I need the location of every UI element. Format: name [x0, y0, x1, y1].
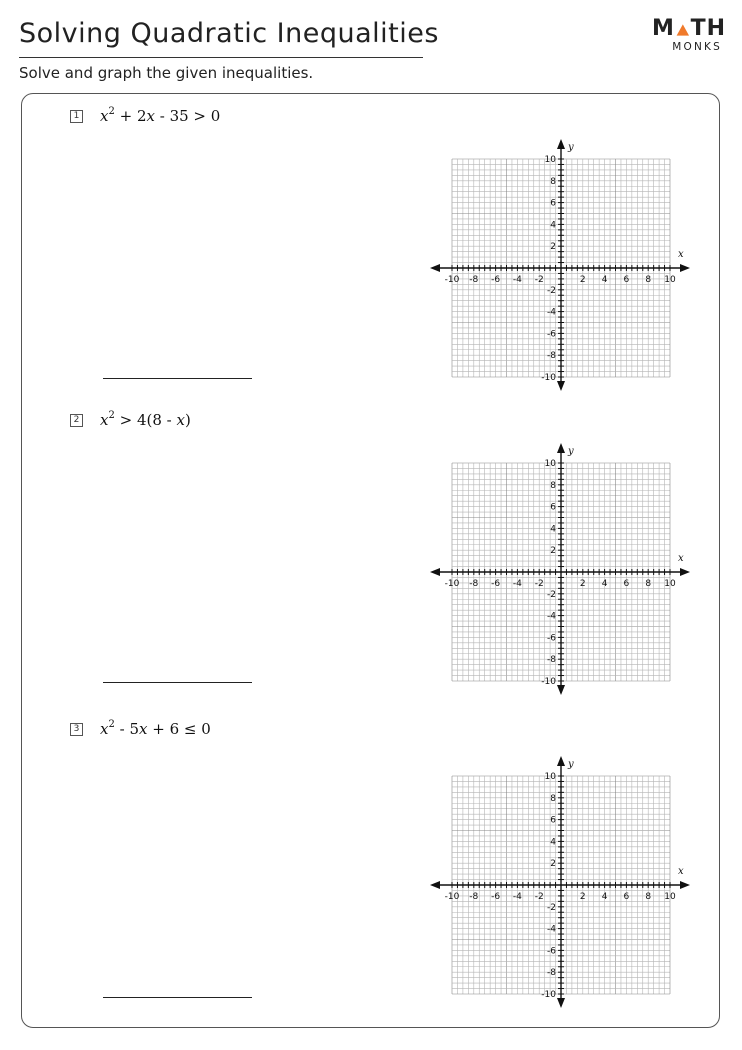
problem-number: 3	[70, 723, 83, 736]
x-axis-left-arrow	[430, 264, 440, 272]
y-tick-label: -2	[547, 285, 556, 296]
x-tick-label: -6	[491, 579, 501, 589]
x-tick-label: -2	[534, 275, 544, 285]
y-axis-label: y	[568, 142, 574, 153]
y-axis-top-arrow	[557, 139, 565, 149]
x-tick-label: 4	[601, 275, 608, 285]
problem-1	[70, 104, 220, 128]
y-tick-label: -4	[547, 924, 556, 935]
x-tick-label: 6	[623, 892, 630, 902]
logo-subtext: MONKS	[672, 41, 722, 53]
y-tick-label: 8	[550, 176, 556, 187]
coordinate-grid	[428, 139, 692, 391]
x-tick-label: -10	[444, 579, 460, 589]
y-tick-label: -6	[547, 329, 556, 340]
x-tick-label: -10	[444, 275, 460, 285]
x-tick-label: -8	[469, 579, 479, 589]
y-tick-label: 6	[550, 198, 556, 209]
x-axis-left-arrow	[430, 568, 440, 576]
x-tick-label: -6	[491, 892, 501, 902]
y-tick-label: -8	[547, 655, 556, 666]
y-tick-label: 8	[550, 793, 556, 804]
x-axis-right-arrow	[680, 881, 690, 889]
x-tick-label: 4	[601, 579, 608, 589]
y-tick-label: -10	[541, 990, 556, 1000]
x-tick-label: -2	[534, 579, 544, 589]
x-axis-left-arrow	[430, 881, 440, 889]
x-axis-label: x	[678, 249, 684, 260]
x-axis-right-arrow	[680, 264, 690, 272]
x-axis-label: x	[678, 866, 684, 877]
coordinate-grid	[428, 756, 692, 1008]
y-tick-label: -8	[547, 351, 556, 362]
y-tick-label: 10	[544, 155, 556, 165]
x-tick-label: -6	[491, 275, 501, 285]
y-axis-label: y	[568, 759, 574, 770]
logo-letter-m: M	[652, 16, 675, 41]
y-tick-label: -4	[547, 307, 556, 318]
logo-triangle-icon	[676, 20, 690, 40]
y-axis-top-arrow	[557, 443, 565, 453]
x-tick-label: 10	[664, 892, 676, 902]
y-axis-bottom-arrow	[557, 998, 565, 1008]
x-tick-label: -4	[512, 892, 522, 902]
page-title: Solving Quadratic Inequalities	[19, 18, 439, 49]
answer-line[interactable]	[103, 682, 252, 683]
x-tick-label: -2	[534, 892, 544, 902]
x-tick-label: 10	[664, 579, 676, 589]
y-axis-top-arrow	[557, 756, 565, 766]
y-tick-label: -2	[547, 902, 556, 913]
brand-logo	[652, 18, 726, 53]
x-tick-label: 2	[579, 579, 586, 589]
y-tick-label: 4	[550, 220, 556, 231]
x-axis-label: x	[678, 553, 684, 564]
x-tick-label: -10	[444, 892, 460, 902]
y-tick-label: 10	[544, 772, 556, 782]
y-tick-label: -6	[547, 946, 556, 957]
instructions: Solve and graph the given inequalities.	[19, 64, 314, 82]
x-tick-label: -8	[469, 892, 479, 902]
x-tick-label: -8	[469, 275, 479, 285]
inequality-expression: $x^2 - 5x + 6 \le 0$	[100, 719, 211, 738]
y-axis-bottom-arrow	[557, 381, 565, 391]
y-tick-label: 10	[544, 459, 556, 469]
problem-2	[70, 408, 191, 432]
x-tick-label: 8	[645, 275, 652, 285]
title-underline	[19, 57, 423, 58]
y-tick-label: -8	[547, 968, 556, 979]
y-tick-label: 2	[550, 859, 556, 870]
x-tick-label: 4	[601, 892, 608, 902]
y-tick-label: -2	[547, 589, 556, 600]
problem-number: 1	[70, 110, 83, 123]
x-tick-label: 8	[645, 892, 652, 902]
problem-number: 2	[70, 414, 83, 427]
x-tick-label: -4	[512, 579, 522, 589]
y-tick-label: 6	[550, 815, 556, 826]
y-tick-label: -10	[541, 677, 556, 687]
answer-line[interactable]	[103, 378, 252, 379]
y-tick-label: -4	[547, 611, 556, 622]
y-tick-label: 4	[550, 837, 556, 848]
y-tick-label: -10	[541, 373, 556, 383]
coordinate-grid	[428, 443, 692, 695]
y-tick-label: 4	[550, 524, 556, 535]
x-tick-label: 6	[623, 275, 630, 285]
x-tick-label: 8	[645, 579, 652, 589]
x-tick-label: -4	[512, 275, 522, 285]
y-tick-label: 2	[550, 242, 556, 253]
y-tick-label: 2	[550, 546, 556, 557]
y-axis-bottom-arrow	[557, 685, 565, 695]
x-tick-label: 2	[579, 275, 586, 285]
inequality-expression: $x^2 > 4(8 - x)$	[100, 410, 191, 429]
x-tick-label: 6	[623, 579, 630, 589]
y-tick-label: 6	[550, 502, 556, 513]
x-tick-label: 2	[579, 892, 586, 902]
y-axis-label: y	[568, 446, 574, 457]
inequality-expression: $x^2 + 2x - 35 > 0$	[100, 106, 221, 125]
y-tick-label: 8	[550, 480, 556, 491]
answer-line[interactable]	[103, 997, 252, 998]
x-tick-label: 10	[664, 275, 676, 285]
logo-letters-th: TH	[690, 16, 726, 41]
problem-3	[70, 717, 211, 741]
y-tick-label: -6	[547, 633, 556, 644]
x-axis-right-arrow	[680, 568, 690, 576]
